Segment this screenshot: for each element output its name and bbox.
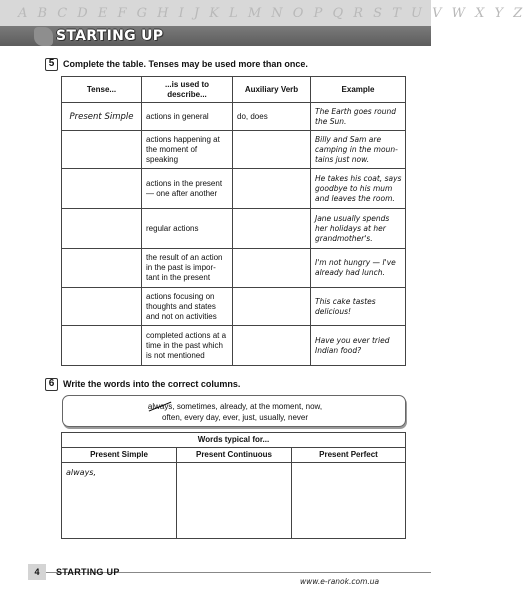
- words-table-title-row: [62, 433, 406, 448]
- use-cell: actions happening at the moment of speaking: [142, 131, 233, 169]
- use-cell: completed actions at a time in the past which is not mentioned: [142, 326, 233, 366]
- table-row: [62, 288, 406, 326]
- tense-cell[interactable]: [62, 209, 142, 249]
- example-cell: Jane usually spends her holidays at her grandmother's.: [311, 209, 406, 249]
- example-cell: I'm not hungry — I've already had lunch.: [311, 249, 406, 288]
- column-header-tense: Tense...: [62, 77, 142, 103]
- words-table: [61, 432, 406, 539]
- table-row: [62, 131, 406, 169]
- use-cell: actions in general: [142, 103, 233, 131]
- table-row: [62, 209, 406, 249]
- tense-cell[interactable]: [62, 288, 142, 326]
- column-header-present-perfect: Present Perfect: [292, 448, 406, 463]
- title-badge-icon: [34, 27, 53, 46]
- table-header-row: [62, 77, 406, 103]
- answer-cell-present-perfect[interactable]: [292, 463, 406, 539]
- column-header-aux: Auxiliary Verb: [233, 77, 311, 103]
- table-row: [62, 103, 406, 131]
- word-list-1: , sometimes, already, at the moment, now,: [172, 402, 323, 411]
- column-header-use: ...is used to describe...: [142, 77, 233, 103]
- example-cell: The Earth goes round the Sun.: [311, 103, 406, 131]
- column-header-present-simple: Present Simple: [62, 448, 177, 463]
- tenses-table: [61, 76, 406, 366]
- tense-cell[interactable]: [62, 249, 142, 288]
- answer-row: [62, 463, 406, 539]
- example-cell: Have you ever tried Indian food?: [311, 326, 406, 366]
- aux-cell[interactable]: [233, 209, 311, 249]
- header-band: [0, 0, 525, 26]
- table-row: [62, 249, 406, 288]
- page-title: STARTING UP: [56, 28, 164, 44]
- use-cell: regular actions: [142, 209, 233, 249]
- words-table-title: Words typical for...: [62, 433, 406, 448]
- use-cell: the result of an action in the past is impor-tant in the present: [142, 249, 233, 288]
- table-row: [62, 169, 406, 209]
- table-row: [62, 326, 406, 366]
- aux-cell[interactable]: [233, 249, 311, 288]
- word-box-line-1: [63, 401, 407, 412]
- page-number: 4: [28, 564, 46, 580]
- column-header-example: Example: [311, 77, 406, 103]
- decorative-letters: A B C D E F G H I J K L M N O P Q R S T U V W X Y Z: [18, 6, 525, 21]
- words-table-header-row: [62, 448, 406, 463]
- use-cell: actions in the present — one after another: [142, 169, 233, 209]
- tense-cell[interactable]: [62, 169, 142, 209]
- tense-cell[interactable]: [62, 131, 142, 169]
- exercise-6-number: 6: [45, 378, 58, 391]
- footer-section-title: STARTING UP: [56, 567, 120, 577]
- answer-cell-present-continuous[interactable]: [177, 463, 292, 539]
- use-cell: actions focusing on thoughts and states and not on activities: [142, 288, 233, 326]
- crossed-word: always: [147, 402, 173, 411]
- aux-cell[interactable]: [233, 169, 311, 209]
- example-cell: This cake tastes delicious!: [311, 288, 406, 326]
- exercise-6-instruction: Write the words into the correct columns.: [63, 379, 241, 389]
- exercise-5-instruction: Complete the table. Tenses may be used more than once.: [63, 59, 308, 69]
- footer-url[interactable]: www.e-ranok.com.ua: [300, 577, 380, 586]
- column-header-present-continuous: Present Continuous: [177, 448, 292, 463]
- example-cell: He takes his coat, says goodbye to his mum and leaves the room.: [311, 169, 406, 209]
- aux-cell[interactable]: [233, 326, 311, 366]
- aux-cell[interactable]: [233, 131, 311, 169]
- aux-cell[interactable]: [233, 288, 311, 326]
- word-box: [62, 395, 406, 427]
- tense-cell[interactable]: [62, 326, 142, 366]
- aux-cell[interactable]: do, does: [233, 103, 311, 131]
- answer-cell-present-simple[interactable]: always,: [62, 463, 177, 539]
- example-cell: Billy and Sam are camping in the moun-tains just now.: [311, 131, 406, 169]
- exercise-5-number: 5: [45, 58, 58, 71]
- word-box-line-2: often, every day, ever, just, usually, never: [162, 413, 308, 422]
- tense-cell[interactable]: Present Simple: [62, 103, 142, 131]
